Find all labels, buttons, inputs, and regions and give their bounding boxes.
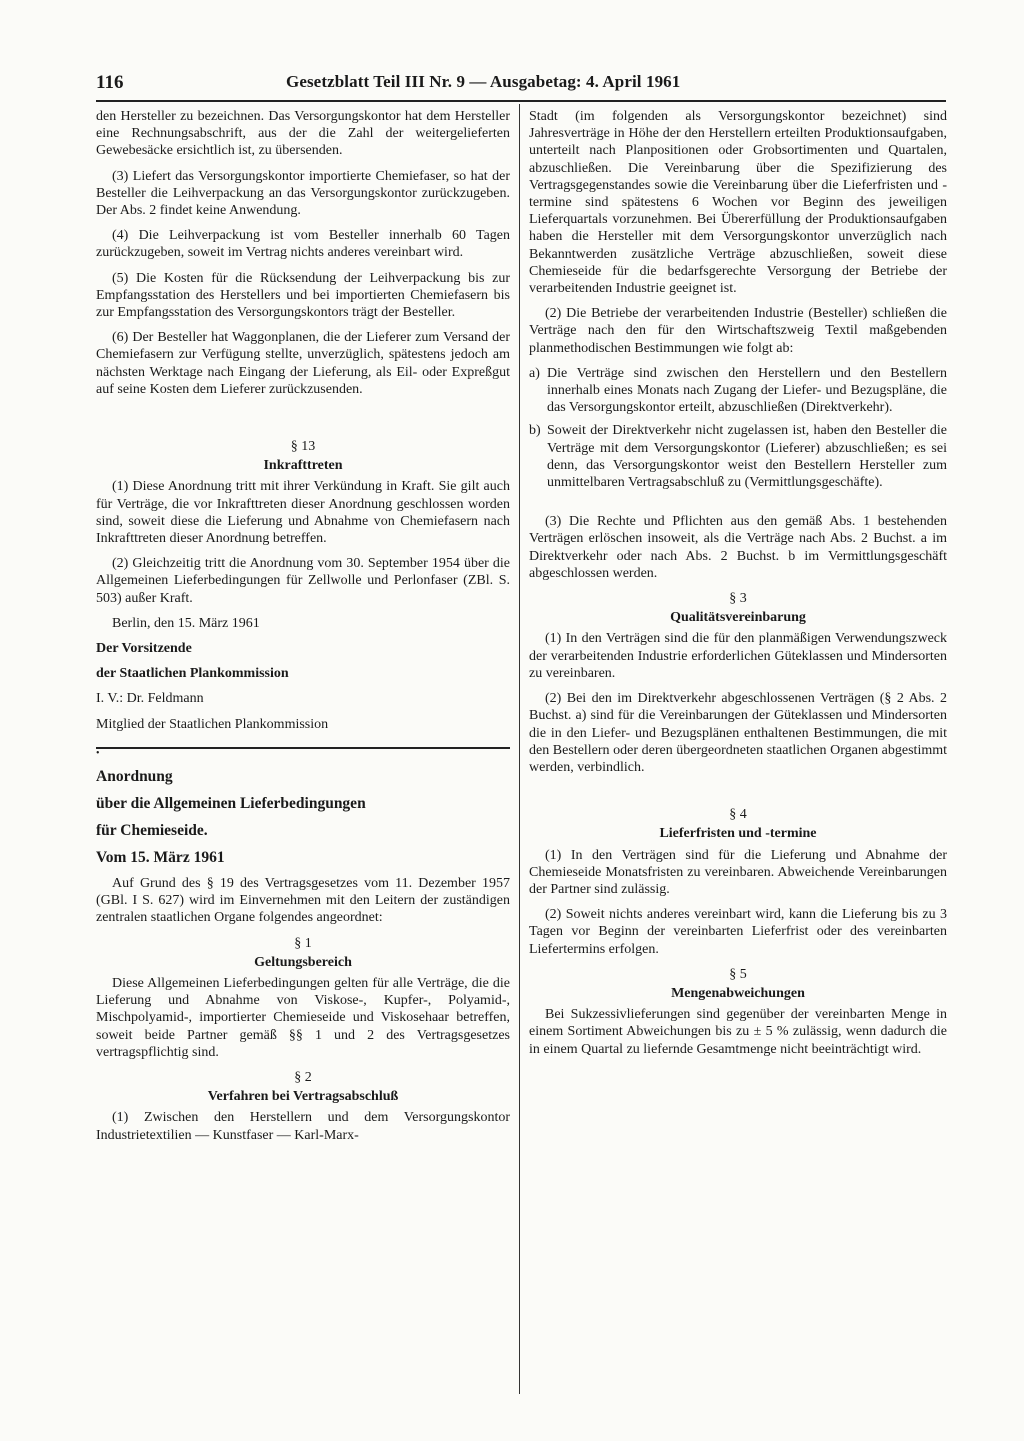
spacer: [529, 497, 947, 513]
paragraph: Bei Sukzessivlieferungen sind gegenüber der vereinbarten Menge in einem Sortiment Abweichungen bis zu ± 5 % zulässig, wenn dadurch die in einem Quartal zu liefernde Gesamtmenge nicht beeinträchtigt wird.: [529, 1007, 947, 1057]
paragraph: (1) Diese Anordnung tritt mit ihrer Verkündung in Kraft. Sie gilt auch für Verträge, die vor Inkrafttreten dieser Anordnung geschlossen worden sind, soweit diese die Lieferung und Abnahme von Chemiefasern nach Inkrafttreten dieser Anordnung betreffen.: [96, 479, 510, 547]
list-item-label: a): [529, 365, 540, 381]
paragraph: (1) Zwischen den Herstellern und dem Versorgungskontor Industrietextilien — Kunstfaser — Karl-Marx-: [96, 1110, 510, 1143]
signature-title: der Staatlichen Plankommission: [96, 666, 289, 682]
paragraph: (3) Die Rechte und Pflichten aus den gemäß Abs. 1 bestehenden Verträgen erlöschen insoweit, als die Verträge nach Abs. 2 Buchst. a im Direktverkehr oder nach Abs. 2 Buchst. b im Vermittlungsgeschäft abgeschlossen werden.: [529, 514, 947, 581]
paragraph: den Hersteller zu bezeichnen. Das Versorgungskontor hat dem Hersteller eine Rechnungsabschrift, aus der die Zahl der weitergelieferten Gewebesäcke ersichtlich ist, zu übersenden.: [96, 109, 510, 159]
paragraph: (6) Der Besteller hat Waggonplanen, die der Lieferer zum Versand der Chemiefasern zur Verfügung stellte, unverzüglich, spätestens jedoch am nächsten Werktage nach Eingang der Lieferung, als Eil- oder Expreßgut auf seine Kosten dem Lieferer zurückzusenden.: [96, 330, 510, 397]
section-heading: Geltungsbereich: [254, 954, 352, 970]
paragraph: Stadt (im folgenden als Versorgungskontor bezeichnet) sind Jahresverträge in Höhe der den Herstellern erteilten Produktionsaufgaben, unterteilt nach Planpositionen oder Grobsortimenten und Quartalen, abzuschließen. Die Vereinbarung über die Spezifizierung des Vertragsgegenstandes sowie die Vereinbarung über die Lieferfristen und -termine sind spätestens 6 Wochen vor Beginn des jeweiligen Lieferquartals vorzunehmen. Bei Übererfüllung der Produktionsaufgaben haben die Hersteller mit dem Versorgungskontor unverzüglich nach Bekanntwerden zusätzliche Verträge abzuschließen, soweit diese Chemieseide für die bedarfsgerechte Versorgung der Betriebe der verarbeitenden Industrie geeignet ist.: [529, 109, 947, 297]
section-heading: Qualitätsvereinbarung: [670, 610, 806, 626]
ordinance-title: für Chemieseide.: [96, 821, 208, 839]
paragraph: (1) In den Verträgen sind für die Lieferung und Abnahme der Chemieseide Monatsfristen zu vereinbaren. Abweichende Vereinbarungen der Partner sind zulässig.: [529, 847, 947, 897]
signature-name: I. V.: Dr. Feldmann: [96, 691, 204, 707]
paragraph: (2) Gleichzeitig tritt die Anordnung vom 30. September 1954 über die Allgemeinen Lieferbedingungen für Zellwolle und Perlonfaser (ZBl. S. 503) außer Kraft.: [96, 556, 510, 606]
paragraph: Auf Grund des § 19 des Vertragsgesetzes vom 11. Dezember 1957 (GBl. I S. 627) wird im Einvernehmen mit den Leitern der zuständigen zentralen staatlichen Organe folgendes angeordnet:: [96, 875, 510, 926]
section-heading: Lieferfristen und -termine: [659, 826, 817, 842]
section-number: § 2: [294, 1069, 312, 1085]
paragraph: (2) Die Betriebe der verarbeitenden Industrie (Besteller) schließen die Verträge nach den für den Wirtschaftszweig Textil maßgebenden planmethodischen Bestimmungen wie folgt ab:: [529, 306, 947, 356]
section-heading: Mengenabweichungen: [671, 985, 805, 1001]
place-date: Berlin, den 15. März 1961: [112, 615, 260, 631]
list-item: [529, 365, 947, 417]
paragraph: (2) Soweit nichts anderes vereinbart wird, kann die Lieferung bis zu 3 Tagen vor Beginn der vereinbarten Lieferfrist oder des vereinbarten Liefertermins erfolgen.: [529, 907, 947, 957]
paragraph: (1) In den Verträgen sind die für den planmäßigen Verwendungszweck der verarbeitenden Industrie erforderlichen Güteklassen und Mindersorten zu vereinbaren.: [529, 631, 947, 681]
header-rule: [96, 100, 946, 102]
divider-dot: •: [96, 747, 100, 759]
signature-title: Der Vorsitzende: [96, 641, 192, 657]
ordinance-title: Anordnung: [96, 767, 173, 785]
list-item-label: b): [529, 423, 541, 439]
paragraph: (3) Liefert das Versorgungskontor importierte Chemiefaser, so hat der Besteller die Leihverpackung an das Versorgungskontor zurückzugeben. Der Abs. 2 findet keine Anwendung.: [96, 168, 510, 219]
list-item: [529, 422, 947, 491]
signature-role: Mitglied der Staatlichen Plankommission: [96, 716, 329, 732]
page-number: 116: [96, 72, 124, 93]
ordinance-date: Vom 15. März 1961: [96, 848, 225, 866]
paragraph: (4) Die Leihverpackung ist vom Besteller innerhalb 60 Tagen zurückzugeben, soweit im Vertrag nichts anderes vereinbart wird.: [96, 228, 510, 261]
section-number: § 4: [729, 807, 747, 823]
section-number: § 13: [290, 439, 316, 455]
section-heading: Inkrafttreten: [263, 458, 343, 474]
section-number: § 3: [729, 591, 747, 607]
column-divider: [519, 104, 520, 1394]
section-number: § 1: [294, 935, 312, 951]
page-header: [96, 72, 946, 96]
list-item-text: Soweit der Direktverkehr nicht zugelassen ist, haben den Besteller die Verträge mit dem Versorgungskontor (Lieferer) abzuschließen; es sei denn, das Versorgungskontor weist den Bestellern Hersteller zum unmittelbaren Vertragsabschluß zu (Vermittlungsgeschäfte).: [547, 423, 947, 491]
paragraph: (2) Bei den im Direktverkehr abgeschlossenen Verträgen (§ 2 Abs. 2 Buchst. a) sind für die Vereinbarungen der Güteklassen und Mindersorten die in den Liefer- und Bezugsplänen enthaltenen Bestimmungen, die mit den Bestellern oder deren übergeordneten staatlichen Organen abgestimmt werden, verbindlich.: [529, 691, 947, 775]
left-column: [96, 108, 510, 1152]
spacer: [96, 406, 510, 432]
section-number: § 5: [729, 966, 747, 982]
spacer: [529, 784, 947, 800]
running-title: Gesetzblatt Teil III Nr. 9 — Ausgabetag: 4. April 1961: [286, 72, 681, 91]
list-item-text: Die Verträge sind zwischen den Herstellern und den Bestellern innerhalb eines Monats nach Zugang der Liefer- und Bezugspläne, die das Versorgungskontor erteilt, abzuschließen (Direktverkehr).: [547, 365, 947, 416]
section-heading: Verfahren bei Vertragsabschluß: [207, 1089, 399, 1105]
right-column: [529, 108, 947, 1066]
paragraph: Diese Allgemeinen Lieferbedingungen gelten für alle Verträge, die die Lieferung und Abnahme von Viskose-, Kupfer-, Polyamid-, Mischpolyamid-, importierter Chemieseide und Viskosehaar betreffen, soweit beide Partner gemäß §§ 1 und 2 des Vertragsgesetzes vertragspflichtig sind.: [96, 975, 510, 1060]
ordinance-title: über die Allgemeinen Lieferbedingungen: [96, 794, 366, 812]
paragraph: (5) Die Kosten für die Rücksendung der Leihverpackung bis zur Empfangsstation des Herstellers und bei importierten Chemiefasern bis zur Empfangsstation des Versorgungskontors trägt der Besteller.: [96, 270, 510, 321]
